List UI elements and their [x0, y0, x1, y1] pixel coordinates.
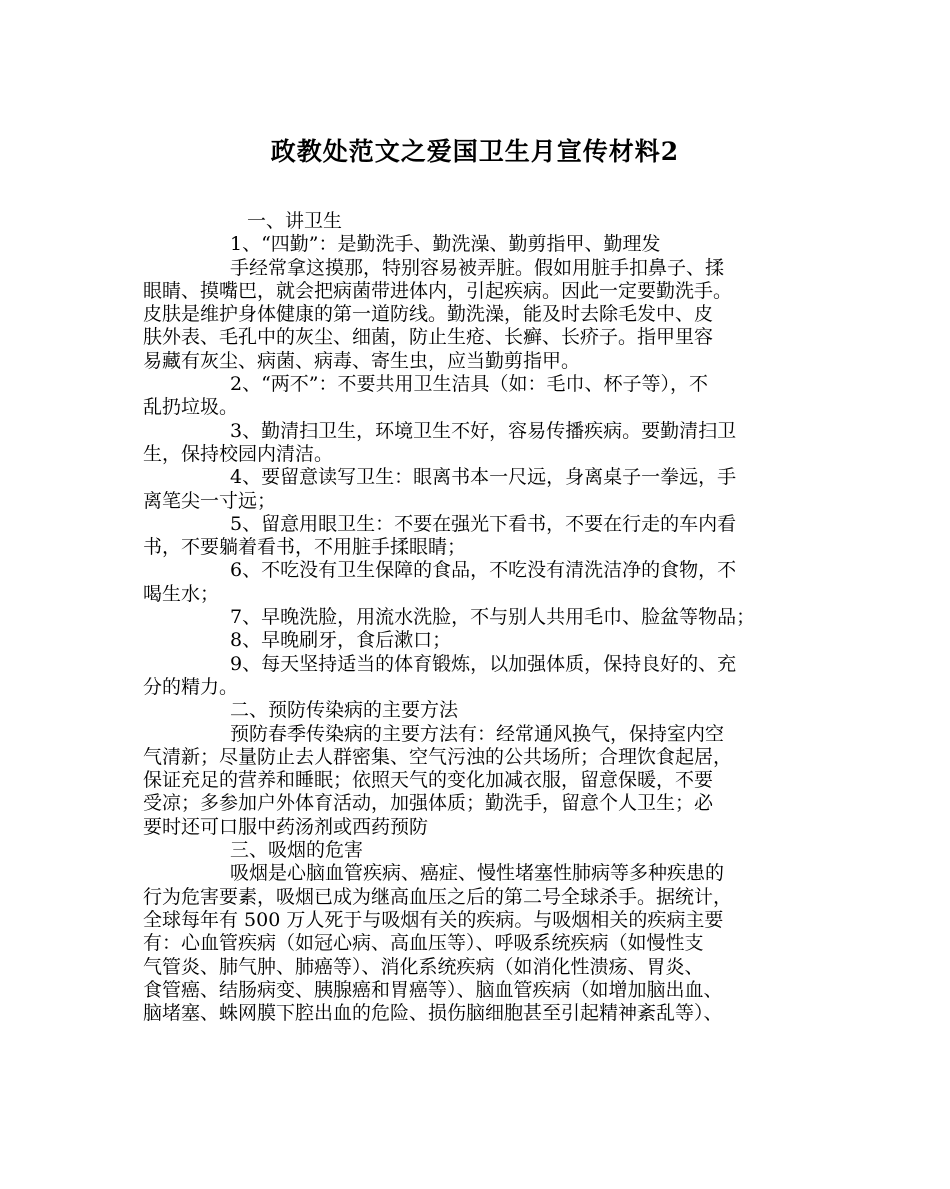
- paragraph-line: 一、讲卫生: [247, 210, 343, 232]
- paragraph-line: 脑堵塞、蛛网膜下腔出血的危险、损伤脑细胞甚至引起精神紊乱等）、: [143, 1002, 723, 1025]
- paragraph-line: 气管炎、肺气肿、肺癌等）、消化系统疾病（如消化性溃疡、胃炎、: [143, 955, 704, 978]
- paragraph-line: 皮肤是维护身体健康的第一道防线。勤洗澡，能及时去除毛发中、皮: [143, 303, 714, 326]
- paragraph-line: 乱扔垃圾。: [143, 396, 239, 419]
- paragraph-line: 2、“两不”：不要共用卫生洁具（如：毛巾、杯子等），不: [230, 373, 709, 396]
- paragraph-line: 保证充足的营养和睡眠；依照天气的变化加减衣服，留意保暖，不要: [143, 769, 714, 792]
- paragraph-line: 眼睛、摸嘴巴，就会把病菌带进体内，引起疾病。因此一定要勤洗手。: [143, 279, 733, 302]
- paragraph-line: 要时还可口服中药汤剂或西药预防: [143, 815, 429, 838]
- paragraph-line: 预防春季传染病的主要方法有：经常通风换气，保持室内空: [230, 722, 725, 745]
- paragraph-line: 书，不要躺着看书，不用脏手揉眼睛；: [143, 536, 467, 559]
- paragraph-line: 9、每天坚持适当的体育锻炼，以加强体质，保持良好的、充: [230, 652, 737, 675]
- paragraph-line: 肤外表、毛孔中的灰尘、细菌，防止生疮、长癣、长疥子。指甲里容: [143, 326, 714, 349]
- document-title: 政教处范文之爱国卫生月宣传材料2: [270, 137, 680, 166]
- paragraph-line: 三、吸烟的危害: [230, 839, 364, 862]
- paragraph-line: 7、早晚洗脸，用流水洗脸，不与别人共用毛巾、脸盆等物品；: [230, 606, 756, 629]
- paragraph-line: 有：心血管疾病（如冠心病、高血压等）、呼吸系统疾病（如慢性支: [143, 932, 704, 955]
- paragraph-line: 手经常拿这摸那，特别容易被弄脏。假如用脏手扣鼻子、揉: [230, 256, 725, 279]
- paragraph-line: 6、不吃没有卫生保障的食品，不吃没有清洗洁净的食物，不: [230, 559, 737, 582]
- paragraph-line: 离笔尖一寸远；: [143, 489, 277, 512]
- paragraph-line: 受凉；多参加户外体育活动，加强体质；勤洗手，留意个人卫生；必: [143, 792, 714, 815]
- paragraph-line: 生，保持校园内清洁。: [143, 442, 334, 465]
- paragraph-line: 全球每年有 500 万人死于与吸烟有关的疾病。与吸烟相关的疾病主要: [143, 908, 724, 931]
- paragraph-line: 气清新；尽量防止去人群密集、空气污浊的公共场所；合理饮食起居，: [143, 745, 733, 768]
- paragraph-line: 吸烟是心脑血管疾病、癌症、慢性堵塞性肺病等多种疾患的: [230, 862, 725, 885]
- paragraph-line: 二、预防传染病的主要方法: [230, 699, 459, 722]
- paragraph-line: 食管癌、结肠病变、胰腺癌和胃癌等）、脑血管疾病（如增加脑出血、: [143, 978, 723, 1001]
- paragraph-line: 分的精力。: [143, 675, 239, 698]
- paragraph-line: 3、勤清扫卫生，环境卫生不好，容易传播疾病。要勤清扫卫: [230, 419, 737, 442]
- document-body: [143, 210, 823, 1025]
- paragraph-line: 8、早晚刷牙，食后漱口；: [230, 629, 452, 652]
- paragraph-line: 5、留意用眼卫生：不要在强光下看书，不要在行走的车内看: [230, 512, 737, 535]
- paragraph-line: 4、要留意读写卫生：眼离书本一尺远，身离桌子一拳远，手: [230, 466, 737, 489]
- paragraph-line: 喝生水；: [143, 582, 220, 605]
- paragraph-line: 1、“四勤”：是勤洗手、勤洗澡、勤剪指甲、勤理发: [230, 233, 661, 256]
- paragraph-line: 易藏有灰尘、病菌、病毒、寄生虫，应当勤剪指甲。: [143, 349, 581, 372]
- paragraph-line: 行为危害要素，吸烟已成为继高血压之后的第二号全球杀手。据统计，: [143, 885, 733, 908]
